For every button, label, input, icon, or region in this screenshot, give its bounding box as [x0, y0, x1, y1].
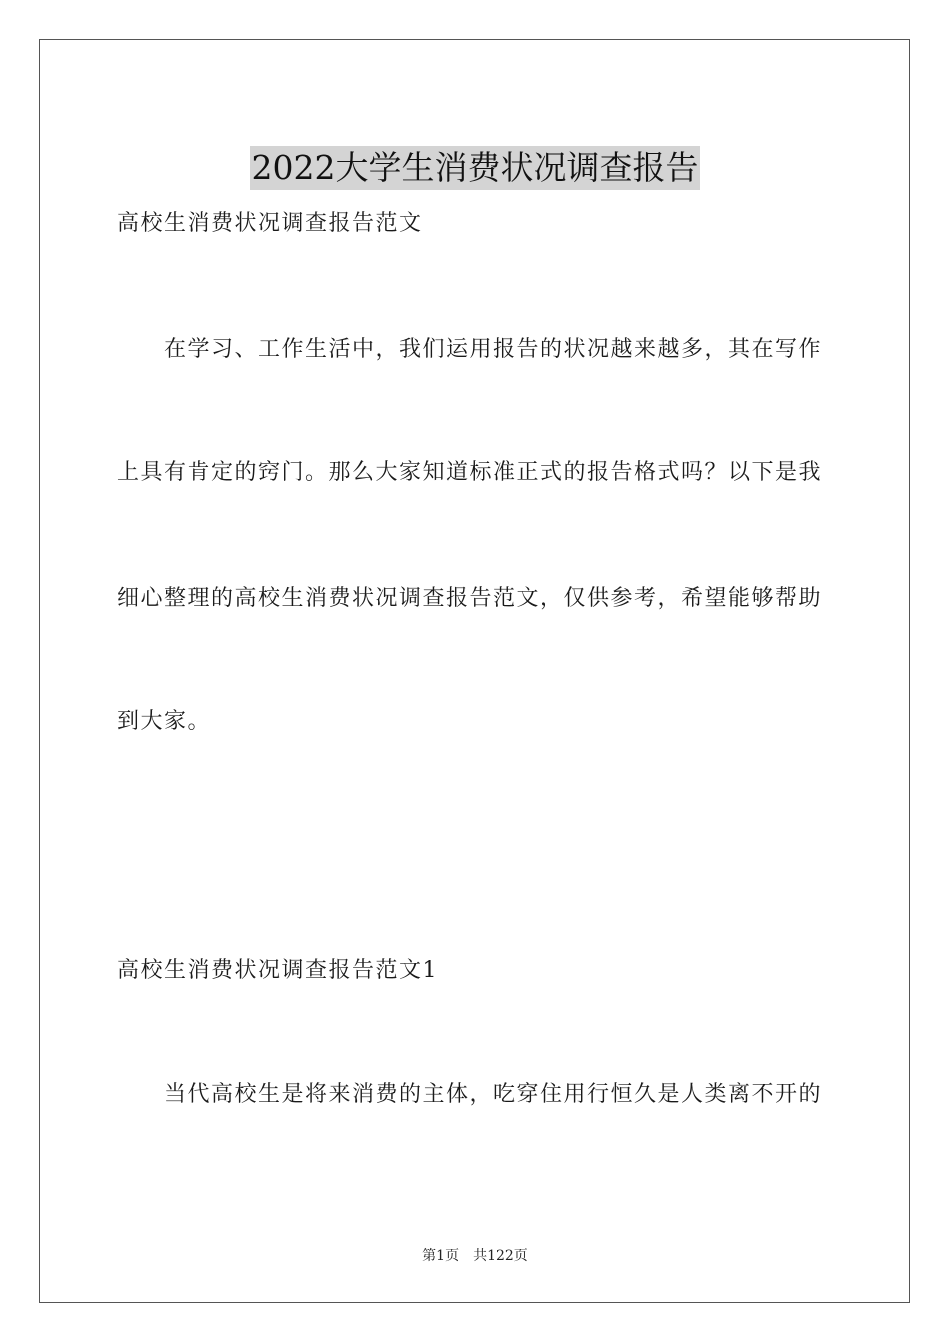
page-footer: 第1页 共122页: [422, 1248, 528, 1264]
section-heading: 高校生消费状况调查报告范文1: [117, 958, 438, 983]
subtitle-line: 高校生消费状况调查报告范文: [117, 211, 423, 236]
document-title: 2022大学生消费状况调查报告: [250, 146, 701, 190]
title-container: [0, 124, 950, 212]
paragraph-line: 上具有肯定的窍门。那么大家知道标准正式的报告格式吗？以下是我: [117, 460, 823, 485]
paragraph-line: 细心整理的高校生消费状况调查报告范文，仅供参考，希望能够帮助: [117, 586, 823, 611]
paragraph-line: 当代高校生是将来消费的主体，吃穿住用行恒久是人类离不开的: [164, 1082, 823, 1107]
paragraph-line: 在学习、工作生活中，我们运用报告的状况越来越多，其在写作: [164, 337, 823, 362]
paragraph-line: 到大家。: [117, 709, 212, 734]
